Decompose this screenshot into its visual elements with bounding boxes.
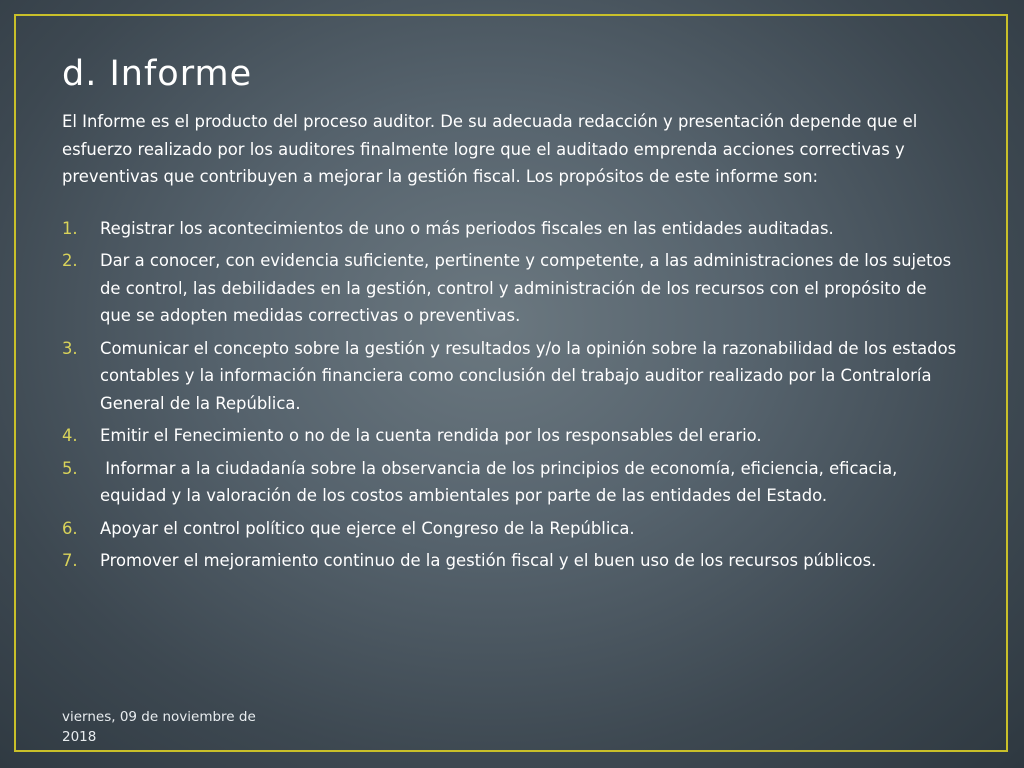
list-item-text: Emitir el Fenecimiento o no de la cuenta rendida por los responsables del erario. xyxy=(100,426,762,445)
list-item xyxy=(62,455,962,510)
list-item-text: Dar a conocer, con evidencia suficiente, pertinente y competente, a las administraciones de los sujetos de control, las debilidades en la gestión, control y administración de los recursos con el propósito de que se adopten medidas correctivas o preventivas. xyxy=(100,251,952,325)
list-item-number: 5. xyxy=(62,458,78,478)
list-item xyxy=(62,515,962,543)
slide-title: d. Informe xyxy=(62,54,253,94)
list-item xyxy=(62,335,962,418)
list-item-text: Registrar los acontecimientos de uno o más periodos fiscales en las entidades auditadas. xyxy=(100,218,834,238)
footer-date: viernes, 09 de noviembre de 2018 xyxy=(62,709,256,745)
list-item-text: Apoyar el control político que ejerce el Congreso de la República. xyxy=(100,518,635,538)
intro-paragraph: El Informe es el producto del proceso auditor. De su adecuada redacción y presentación depende que el esfuerzo realizado por los auditores finalmente logre que el auditado emprenda acciones correctivas y preventivas que contribuyen a mejorar la gestión fiscal. Los propósitos de este informe son: xyxy=(62,112,918,186)
list-item-text: Comunicar el concepto sobre la gestión y resultados y/o la opinión sobre la razonabilidad de los estados contables y la información financiera como conclusión del trabajo auditor realizado por la Contraloría General de la República. xyxy=(100,338,957,413)
list-item-number: 3. xyxy=(62,338,78,358)
slide-content xyxy=(62,108,962,580)
list-item-text: Informar a la ciudadanía sobre la observancia de los principios de economía, eficiencia, eficacia, equidad y la valoración de los costos ambientales por parte de las entidades del Estado. xyxy=(100,458,903,505)
list-item-number: 1. xyxy=(62,218,78,238)
list-item xyxy=(62,247,962,330)
list-item-number: 2. xyxy=(62,251,78,270)
list-item-number: 4. xyxy=(62,426,78,445)
list-item xyxy=(62,547,962,575)
list-item xyxy=(62,422,962,450)
purposes-list xyxy=(62,215,962,575)
list-item-number: 7. xyxy=(62,551,78,570)
list-item xyxy=(62,215,962,243)
list-item-text: Promover el mejoramiento continuo de la gestión fiscal y el buen uso de los recursos públicos. xyxy=(100,551,877,570)
list-item-number: 6. xyxy=(62,518,78,538)
